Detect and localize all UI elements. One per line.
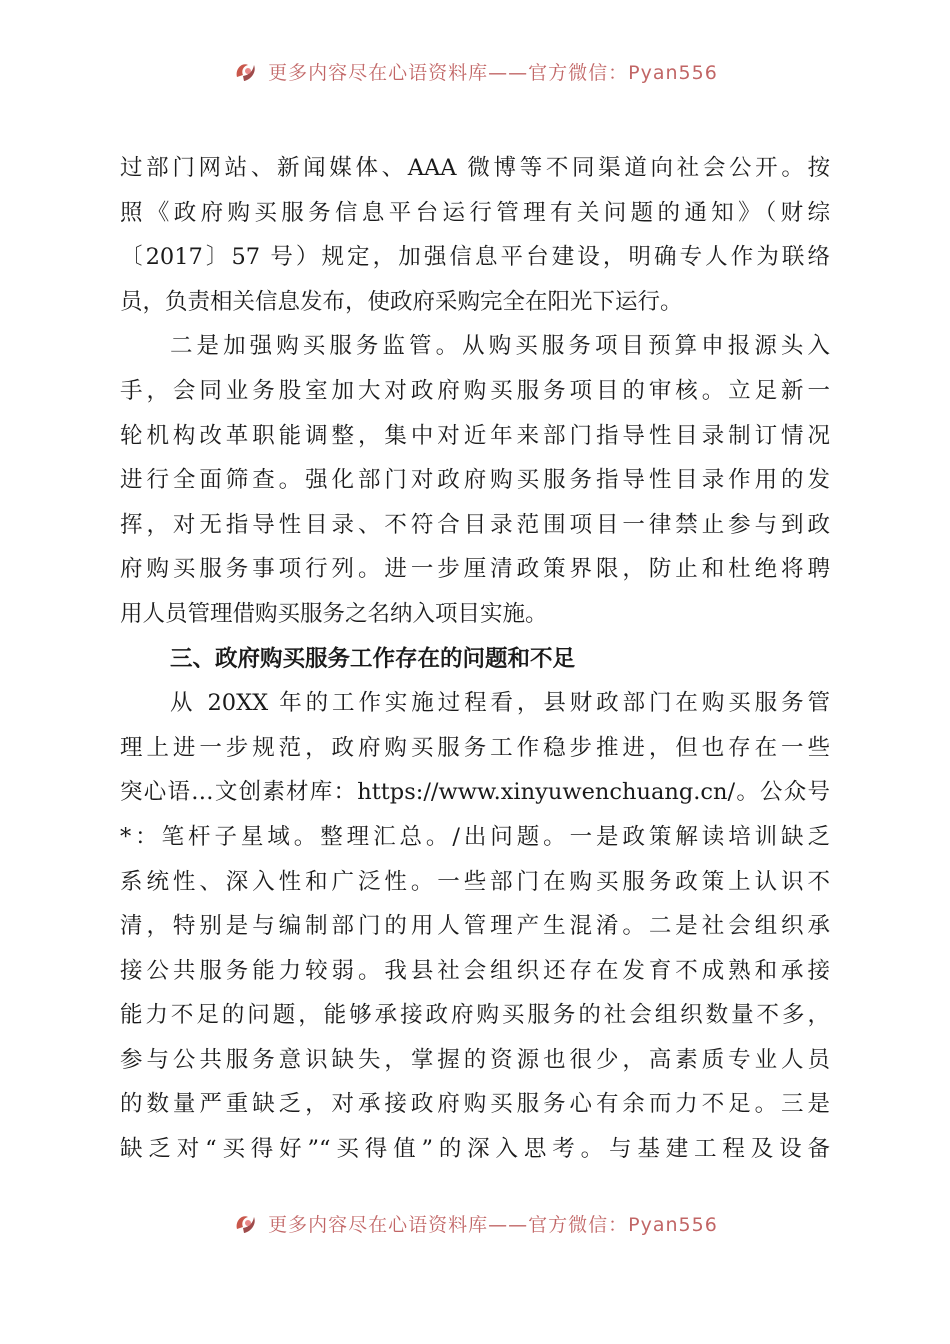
text-line: 的数量严重缺乏，对承接政府购买服务心有余而力不足。三是 [120, 1091, 830, 1118]
watermark-text: 更多内容尽在心语资料库——官方微信：Pyan556 [268, 1213, 718, 1236]
text-line: 参与公共服务意识缺失，掌握的资源也很少，高素质专业人员 [120, 1046, 830, 1073]
text-line: 照《政府购买服务信息平台运行管理有关问题的通知》（财综 [120, 199, 830, 226]
section-heading: 三、政府购买服务工作存在的问题和不足 [170, 645, 576, 672]
text-line: 员，负责相关信息发布，使政府采购完全在阳光下运行。 [120, 288, 683, 315]
text-line: 从 20XX 年的工作实施过程看，县财政部门在购买服务管 [170, 690, 830, 717]
text-line: 手，会同业务股室加大对政府购买服务项目的审核。立足新一 [120, 377, 830, 404]
text-line: 理上进一步规范，政府购买服务工作稳步推进，但也存在一些 [120, 734, 830, 761]
text-line: 突心语…文创素材库：https://www.xinyuwenchuang.cn/。公众号 [120, 779, 830, 806]
document-body [120, 146, 830, 1172]
text-line: 能力不足的问题，能够承接政府购买服务的社会组织数量不多， [120, 1002, 830, 1029]
brand-logo-icon [232, 1209, 260, 1237]
watermark-text: 更多内容尽在心语资料库——官方微信：Pyan556 [268, 61, 718, 84]
text-line: 过部门网站、新闻媒体、AAA 微博等不同渠道向社会公开。按 [120, 155, 830, 181]
text-line: *：笔杆子星域。整理汇总。/出问题。一是政策解读培训缺乏 [120, 823, 830, 850]
header-watermark [0, 54, 950, 88]
brand-logo-icon [232, 57, 260, 85]
text-line: 缺乏对“买得好”“买得值”的深入思考。与基建工程及设备 [120, 1136, 830, 1163]
text-line: 系统性、深入性和广泛性。一些部门在购买服务政策上认识不 [120, 868, 830, 895]
text-line: 轮机构改革职能调整，集中对近年来部门指导性目录制订情况 [120, 422, 830, 449]
footer-watermark [0, 1206, 950, 1240]
text-line: 挥，对无指导性目录、不符合目录范围项目一律禁止参与到政 [120, 511, 830, 538]
text-line: 〔2017〕57 号）规定，加强信息平台建设，明确专人作为联络 [120, 244, 830, 271]
text-line: 进行全面筛查。强化部门对政府购买服务指导性目录作用的发 [120, 467, 830, 494]
text-line: 二是加强购买服务监管。从购买服务项目预算申报源头入 [170, 333, 830, 360]
text-line: 用人员管理借购买服务之名纳入项目实施。 [120, 600, 548, 627]
text-line: 府购买服务事项行列。进一步厘清政策界限，防止和杜绝将聘 [120, 556, 830, 583]
text-line: 清，特别是与编制部门的用人管理产生混淆。二是社会组织承 [120, 913, 830, 940]
text-line: 接公共服务能力较弱。我县社会组织还存在发育不成熟和承接 [120, 957, 830, 984]
